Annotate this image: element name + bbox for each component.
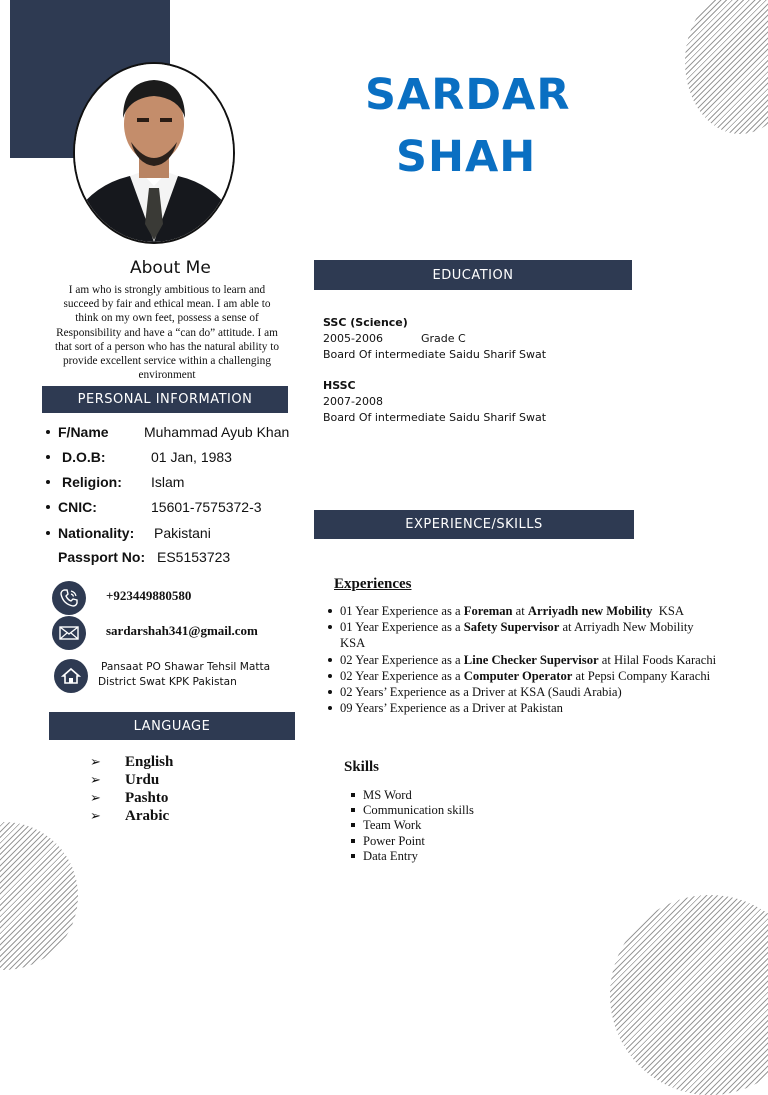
personal-value: Islam	[151, 474, 185, 490]
experience-heading: EXPERIENCE/SKILLS	[314, 510, 634, 539]
personal-label: D.O.B:	[62, 449, 106, 465]
about-line: Responsibility and have a “can do” attitude. I am	[56, 326, 278, 339]
experience-text: KSA	[652, 604, 684, 618]
education-board: Board Of intermediate Saidu Sharif Swat	[323, 348, 547, 361]
experience-item	[326, 619, 718, 651]
personal-value: 15601-7575372-3	[151, 499, 262, 515]
phone-icon	[52, 581, 86, 615]
experience-role: Foreman	[463, 604, 513, 618]
hatched-circle-left	[0, 822, 78, 970]
email-address: sardarshah341@gmail.com	[106, 623, 258, 638]
arrow-bullet-icon: ➢	[90, 772, 101, 787]
personal-label: F/Name	[58, 424, 109, 440]
skill-item: Power Point	[349, 834, 549, 849]
personal-label: Religion:	[62, 474, 122, 490]
experience-text: at Pepsi Company Karachi	[572, 668, 711, 683]
email-icon	[52, 616, 86, 650]
experience-text: 01 Year Experience as a	[340, 620, 464, 635]
education-grade: Grade C	[420, 332, 466, 345]
personal-label: Passport No:	[58, 549, 146, 565]
about-text	[40, 283, 294, 382]
personal-label: Nationality:	[58, 525, 135, 541]
about-line: environment	[138, 369, 196, 382]
person-portrait-icon	[75, 64, 233, 242]
bullet-dot	[46, 505, 50, 509]
skill-item: Communication skills	[349, 803, 549, 818]
bullet-dot	[46, 455, 50, 459]
about-line: think on my own feet, possess a sense of	[75, 312, 259, 325]
language-heading: LANGUAGE	[49, 712, 295, 740]
personal-value: Pakistani	[154, 525, 211, 541]
arrow-bullet-icon: ➢	[90, 808, 101, 823]
education-entry	[323, 315, 546, 363]
hatched-circle-bottom-right	[610, 895, 768, 1095]
home-icon	[54, 659, 88, 693]
language-label: Arabic	[125, 808, 170, 824]
experience-list	[326, 603, 718, 716]
address	[98, 660, 270, 690]
education-entry	[323, 378, 546, 426]
experience-text: at	[512, 604, 528, 618]
language-item	[90, 790, 169, 807]
education-years-grade	[323, 331, 546, 347]
skills-title: Skills	[344, 759, 380, 775]
language-label: English	[125, 754, 174, 770]
skill-item: MS Word	[349, 788, 549, 803]
education-title: SSC (Science)	[323, 316, 408, 329]
experience-text: at Hilal Foods Karachi	[598, 652, 717, 667]
bullet-dot	[46, 480, 50, 484]
arrow-bullet-icon: ➢	[90, 790, 101, 805]
about-line: provide excellent service within a challenging	[63, 355, 271, 368]
language-item	[90, 808, 170, 825]
name-first: SARDAR	[365, 70, 571, 120]
experience-item	[326, 700, 718, 716]
name-last: SHAH	[396, 132, 537, 182]
experience-company: Arriyadh new Mobility	[527, 604, 653, 618]
experience-item	[326, 652, 718, 668]
personal-value: Muhammad Ayub Khan	[144, 424, 290, 440]
experience-text: at Arriyadh New Mobility KSA	[340, 620, 694, 651]
experience-item	[326, 603, 718, 619]
about-line: that sort of a person who has the natural ability to	[54, 340, 279, 353]
experience-role: Computer Operator	[463, 668, 573, 683]
personal-label: CNIC:	[58, 499, 97, 515]
about-line: succeed by fair and ethical mean. I am able to	[63, 298, 271, 311]
experience-text: 01 Year Experience as a	[340, 604, 464, 618]
experience-text: 02 Years’ Experience as a Driver at KSA (Saudi Arabia)	[340, 685, 622, 700]
address-line: District Swat KPK Pakistan	[98, 676, 237, 688]
experience-item	[326, 668, 718, 684]
bullet-dot	[46, 531, 50, 535]
language-item	[90, 754, 174, 771]
experience-text: 02 Year Experience as a	[340, 668, 464, 683]
experience-text: 09 Years’ Experience as a Driver at Pakistan	[340, 701, 563, 716]
education-years: 2005-2006	[323, 332, 383, 345]
arrow-bullet-icon: ➢	[90, 754, 101, 769]
about-line: I am who is strongly ambitious to learn and	[68, 284, 266, 296]
education-heading: EDUCATION	[314, 260, 632, 290]
education-title: HSSC	[323, 379, 356, 392]
experience-text: 02 Year Experience as a	[340, 652, 464, 667]
personal-value: 01 Jan, 1983	[151, 449, 232, 465]
phone-number: +923449880580	[106, 588, 192, 603]
language-label: Pashto	[125, 790, 169, 806]
experience-role: Line Checker Supervisor	[463, 652, 599, 667]
skills-list	[349, 788, 549, 864]
education-years: 2007-2008	[323, 395, 383, 408]
experiences-title: Experiences	[334, 576, 412, 592]
language-item	[90, 772, 160, 789]
profile-photo	[73, 62, 235, 244]
skill-item: Team Work	[349, 818, 549, 833]
language-label: Urdu	[125, 772, 160, 788]
personal-info-heading: PERSONAL INFORMATION	[42, 386, 288, 413]
hatched-circle-top-right	[685, 0, 768, 134]
about-title: About Me	[130, 258, 211, 278]
bullet-dot	[46, 430, 50, 434]
experience-item	[326, 684, 718, 700]
education-board: Board Of intermediate Saidu Sharif Swat	[323, 411, 547, 424]
experience-role: Safety Supervisor	[463, 620, 560, 635]
skill-item: Data Entry	[349, 849, 549, 864]
personal-value: ES5153723	[157, 549, 231, 565]
address-line: Pansaat PO Shawar Tehsil Matta	[101, 661, 271, 673]
